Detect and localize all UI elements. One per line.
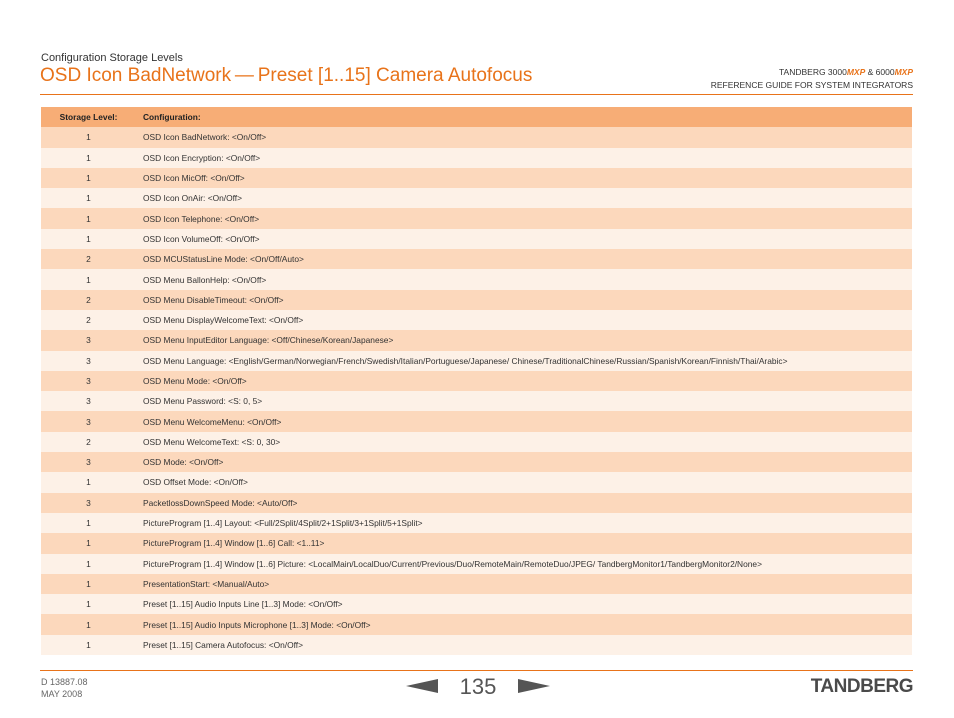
page-number: 135 bbox=[459, 674, 497, 699]
storage-level-cell: 3 bbox=[41, 330, 136, 350]
table-row bbox=[41, 269, 912, 289]
configuration-cell: OSD Menu BallonHelp: <On/Off> bbox=[136, 269, 912, 289]
storage-level-cell: 2 bbox=[41, 290, 136, 310]
configuration-cell: PictureProgram [1..4] Layout: <Full/2Split/4Split/2+1Split/3+1Split/5+1Split> bbox=[136, 513, 912, 533]
configuration-cell: PictureProgram [1..4] Window [1..6] Picture: <LocalMain/LocalDuo/Current/Previous/Duo/RemoteMain/RemoteDuo/JPEG/ TandbergMonitor1/TandbergMonitor2/None> bbox=[136, 554, 912, 574]
storage-level-cell: 1 bbox=[41, 574, 136, 594]
configuration-cell: Preset [1..15] Camera Autofocus: <On/Off> bbox=[136, 635, 912, 655]
table-row bbox=[41, 472, 912, 492]
configuration-cell: PresentationStart: <Manual/Auto> bbox=[136, 574, 912, 594]
storage-level-cell: 1 bbox=[41, 168, 136, 188]
storage-level-cell: 3 bbox=[41, 493, 136, 513]
table-row bbox=[41, 554, 912, 574]
storage-level-cell: 2 bbox=[41, 310, 136, 330]
configuration-cell: OSD Icon BadNetwork: <On/Off> bbox=[136, 127, 912, 147]
table-row bbox=[41, 127, 912, 147]
configuration-cell: OSD Icon Encryption: <On/Off> bbox=[136, 148, 912, 168]
storage-level-cell: 1 bbox=[41, 533, 136, 553]
brand-amp: & 6000 bbox=[865, 67, 895, 77]
storage-level-cell: 1 bbox=[41, 614, 136, 634]
table-row bbox=[41, 513, 912, 533]
storage-level-cell: 1 bbox=[41, 127, 136, 147]
configuration-cell: PictureProgram [1..4] Window [1..6] Call: <1..11> bbox=[136, 533, 912, 553]
storage-level-cell: 1 bbox=[41, 269, 136, 289]
storage-level-cell: 2 bbox=[41, 432, 136, 452]
bottom-divider bbox=[40, 670, 913, 671]
pager bbox=[404, 674, 550, 700]
table-row bbox=[41, 208, 912, 228]
storage-level-cell: 3 bbox=[41, 351, 136, 371]
next-page-arrow-icon[interactable] bbox=[518, 679, 550, 693]
configuration-cell: OSD Menu DisplayWelcomeText: <On/Off> bbox=[136, 310, 912, 330]
table-row bbox=[41, 391, 912, 411]
table-row bbox=[41, 148, 912, 168]
config-table bbox=[41, 107, 912, 655]
table-row bbox=[41, 533, 912, 553]
page-title: OSD Icon BadNetwork — Preset [1..15] Camera Autofocus bbox=[40, 65, 533, 86]
table-row bbox=[41, 229, 912, 249]
table-row bbox=[41, 452, 912, 472]
storage-level-cell: 3 bbox=[41, 391, 136, 411]
storage-level-cell: 1 bbox=[41, 472, 136, 492]
table-row bbox=[41, 432, 912, 452]
table-row bbox=[41, 351, 912, 371]
table-header-row bbox=[41, 107, 912, 127]
storage-level-cell: 1 bbox=[41, 635, 136, 655]
brand-prefix: TANDBERG 3000 bbox=[778, 67, 847, 77]
table-row bbox=[41, 614, 912, 634]
configuration-cell: OSD Icon OnAir: <On/Off> bbox=[136, 188, 912, 208]
configuration-cell: OSD Menu Language: <English/German/Norwegian/French/Swedish/Italian/Portuguese/Japanese/ Chinese/TraditionalChinese/Russian/Spanish/Korean/Finnish/Thai/Arabic> bbox=[136, 351, 912, 371]
storage-level-cell: 1 bbox=[41, 594, 136, 614]
table-row bbox=[41, 493, 912, 513]
configuration-cell: OSD Icon VolumeOff: <On/Off> bbox=[136, 229, 912, 249]
storage-level-cell: 1 bbox=[41, 513, 136, 533]
configuration-cell: OSD Menu InputEditor Language: <Off/Chinese/Korean/Japanese> bbox=[136, 330, 912, 350]
table-row bbox=[41, 411, 912, 431]
table-row bbox=[41, 290, 912, 310]
storage-level-cell: 3 bbox=[41, 452, 136, 472]
configuration-cell: OSD Menu WelcomeMenu: <On/Off> bbox=[136, 411, 912, 431]
table-row bbox=[41, 310, 912, 330]
table-row bbox=[41, 635, 912, 655]
configuration-cell: OSD Icon MicOff: <On/Off> bbox=[136, 168, 912, 188]
header-storage-level: Storage Level: bbox=[41, 107, 136, 127]
storage-level-cell: 1 bbox=[41, 554, 136, 574]
table-row bbox=[41, 371, 912, 391]
brand-mxp-2: MXP bbox=[894, 67, 913, 77]
table-row bbox=[41, 574, 912, 594]
table-row bbox=[41, 594, 912, 614]
storage-level-cell: 1 bbox=[41, 229, 136, 249]
storage-level-cell: 3 bbox=[41, 371, 136, 391]
section-label: Configuration Storage Levels bbox=[41, 52, 183, 64]
doc-info bbox=[41, 676, 88, 700]
configuration-cell: OSD Mode: <On/Off> bbox=[136, 452, 912, 472]
configuration-cell: OSD Menu WelcomeText: <S: 0, 30> bbox=[136, 432, 912, 452]
table-row bbox=[41, 188, 912, 208]
storage-level-cell: 2 bbox=[41, 249, 136, 269]
configuration-cell: OSD Offset Mode: <On/Off> bbox=[136, 472, 912, 492]
header-configuration: Configuration: bbox=[136, 107, 912, 127]
configuration-cell: OSD Menu DisableTimeout: <On/Off> bbox=[136, 290, 912, 310]
storage-level-cell: 1 bbox=[41, 208, 136, 228]
storage-level-cell: 1 bbox=[41, 188, 136, 208]
configuration-cell: OSD MCUStatusLine Mode: <On/Off/Auto> bbox=[136, 249, 912, 269]
configuration-cell: Preset [1..15] Audio Inputs Microphone [1..3] Mode: <On/Off> bbox=[136, 614, 912, 634]
storage-level-cell: 3 bbox=[41, 411, 136, 431]
brand-block bbox=[711, 66, 913, 92]
configuration-cell: Preset [1..15] Audio Inputs Line [1..3] Mode: <On/Off> bbox=[136, 594, 912, 614]
configuration-cell: OSD Menu Password: <S: 0, 5> bbox=[136, 391, 912, 411]
table-row bbox=[41, 249, 912, 269]
table-row bbox=[41, 168, 912, 188]
table-row bbox=[41, 330, 912, 350]
top-divider bbox=[40, 94, 913, 95]
tandberg-logo: TANDBERG bbox=[810, 676, 913, 697]
doc-number: D 13887.08 bbox=[41, 677, 88, 687]
brand-mxp-1: MXP bbox=[846, 67, 866, 77]
configuration-cell: OSD Icon Telephone: <On/Off> bbox=[136, 208, 912, 228]
prev-page-arrow-icon[interactable] bbox=[406, 679, 438, 693]
configuration-cell: PacketlossDownSpeed Mode: <Auto/Off> bbox=[136, 493, 912, 513]
doc-date: MAY 2008 bbox=[41, 689, 83, 699]
guide-subtitle: REFERENCE GUIDE FOR SYSTEM INTEGRATORS bbox=[710, 80, 913, 90]
product-line bbox=[711, 66, 913, 79]
configuration-cell: OSD Menu Mode: <On/Off> bbox=[136, 371, 912, 391]
storage-level-cell: 1 bbox=[41, 148, 136, 168]
